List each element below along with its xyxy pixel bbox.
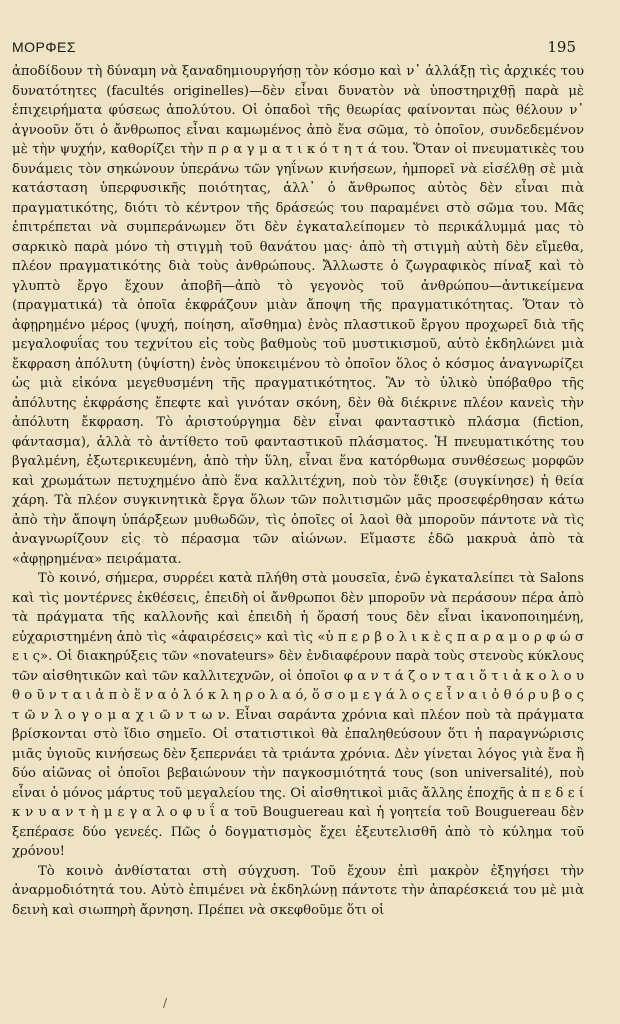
running-title: ΜΟΡΦΕΣ bbox=[12, 39, 77, 55]
paragraph-2: Τὸ κοινό, σήμερα, συρρέει κατὰ πλήθη στὰ μουσεῖα, ἐνῶ ἐγκαταλείπει τὰ Salons καὶ τὶς μοντέρνες ἐκθέσεις, ἐπειδὴ οἱ ἄνθρωποι δὲν μποροῦν νὰ περάσουν πέρα ἀπὸ τὰ πράγματα τῆς καλλονῆς καὶ ἐπειδὴ ἡ ὅρασή τους δὲν εἶναι ἱκανοποιημένη, εὐχαριστημένη ἀπὸ τὶς «ἀφαιρέσεις» καὶ τὶς «ὑ π ε ρ β ο λ ι κ ὲ ς π α ρ α μ ο ρ φ ώ σ ε ι ς». Οἱ διακηρύξεις τῶν «novateurs» δὲν ἐνδιαφέρουν παρὰ τοὺς στενοὺς κύκλους τῶν αἰσθητικῶν καὶ τῶν καλλιτεχνῶν, οἱ ὁποῖοι φ α ν τ ά ζ ο ν τ α ι ὅ τ ι ἀ κ ο λ ο υ θ ο ῦ ν τ α ι ἀ π ὸ ἕ ν α ὁ λ ό κ λ η ρ ο λ α ό, ὅ σ ο μ ε γ ά λ ο ς ε ἶ ν α ι ὁ θ ό ρ υ β ο ς τ ῶ ν λ ο γ ο μ α χ ι ῶ ν τ ω ν. Εἶναι σαράντα χρόνια καὶ πλέον ποὺ τὰ πράγματα βρίσκονται στὸ ἴδιο σημεῖο. Οἱ στατιστικοὶ θὰ ἐπαληθεύσουν ὅτι ἡ παραγνώρισις μιᾶς ὑγιοῦς κινήσεως δὲν ξεπερνάει τὰ τριάντα χρόνια. Δὲν γίνεται λόγος γιὰ ἕνα ἢ δύο αἰῶνας οἱ ὁποῖοι βεβαιώνουν τὴν παγκοσμιότητά τους (son universalité), ποὺ εἶναι ὁ μόνος μάρτυς τοῦ μεγαλείου της. Οἱ αἰσθητικοὶ μιᾶς ἄλλης ἐποχῆς ἀ π ε δ ε ί κ ν υ α ν τ ὴ μ ε γ α λ ο φ υ ΐ α τοῦ Bouguereau καὶ ἡ γοητεία τοῦ Bouguereau δὲν ξεπέρασε δύο γενεές. Πῶς ὁ δογματισμὸς ἔχει ἐξευτελισθῆ ἀπὸ τὸ κύλημα τοῦ χρόνου! bbox=[12, 571, 584, 859]
stray-pen-mark: / bbox=[163, 996, 168, 1010]
body-text bbox=[12, 62, 584, 920]
paragraph-3: Τὸ κοινὸ ἀνθίσταται στὴ σύγχυση. Τοῦ ἔχουν ἐπὶ μακρὸν ἐξηγήσει τὴν ἀναρμοδιότητά του. Αὐτὸ ἐπιμένει νὰ ἐκδηλώνῃ πάντοτε τὴν ἀπαρέσκειά του μὲ μιὰ δεινὴ καὶ σιωπηρὴ ἄρνηση. Πρέπει νὰ σκεφθοῦμε ὅτι οἱ bbox=[12, 863, 584, 918]
page-header bbox=[12, 38, 584, 56]
page-number: 195 bbox=[547, 38, 576, 56]
paragraph-1: ἀποδίδουν τὴ δύναμη νὰ ξαναδημιουργήσῃ τὸν κόσμο καὶ ν᾽ ἀλλάξῃ τὶς ἀρχικές του δυνατότητες (facultés originelles)—δὲν εἶναι δυνατὸν νὰ ὑποστηριχθῇ παρὰ μὲ ἐπιχειρήματα φύσεως ἀπολύτου. Οἱ ὀπαδοὶ τῆς θεωρίας φαίνονται πὼς θέλουν ν᾽ ἀγνοοῦν ὅτι ὁ ἄνθρωπος εἶναι καμωμένος ἀπὸ ἕνα σῶμα, τὸ ὁποῖον, συνδεδεμένον μὲ τὴν ψυχήν, καθορίζει τὴν π ρ α γ μ α τ ι κ ό τ η τ ά του. Ὅταν οἱ πνευματικὲς του δυνάμεις τὸν σηκώνουν ὑπεράνω τῶν γηΐνων κινήσεων, ἠμπορεῖ νὰ εἰσέλθῃ σὲ μιὰ κατάσταση ὑπερφυσικῆς ποιότητας, ἀλλ᾽ ὁ ἄνθρωπος αὐτὸς δὲν εἶναι πιὰ πραγματικότης, διότι τὸ κέντρον τῆς δράσεώς του παραμένει στὸ σῶμα του. Μᾶς ἐπιτρέπεται νὰ συμπεράνωμεν ὅτι δὲν ἐγκαταλείπομεν τὸ περικάλυμμά μας τὸ σαρκικὸ παρὰ μόνο τὴ στιγμὴ τοῦ θανάτου μας· ἀπὸ τὴ στιγμὴ αὐτὴ δὲν εἴμεθα, πλέον πραγματικότης διὰ τοὺς ἀνθρώπους. Ἄλλωστε ὁ ζωγραφικὸς πίναξ καὶ τὸ γλυπτὸ ἔργο ἔχουν ἀποβῆ—ἀπὸ τὸ γεγονὸς τοῦ ἀνθρώπου—ἀντικείμενα (πραγματικά) τὰ ὁποῖα ἐκφράζουν μιὰν ἄποψη τῆς πραγματικότητας. Ὅταν τὸ ἀφῃρημένο μέρος (ψυχή, ποίηση, αἴσθημα) ἑνὸς πλαστικοῦ ἔργου προχωρεῖ διὰ τῆς μεγαλοφυΐας του τεχνίτου εἰς τοὺς βαθμοὺς τοῦ μυστικισμοῦ, αὐτὸ ἐκδηλώνει μιὰ ἔκφραση ἀπόλυτη (ὑψίστη) ἑνὸς ὑποκειμένου τὸ ὁποῖον ὅλος ὁ κόσμος ἀναγνωρίζει ὡς μιὰ εἰκόνα μεγεθυσμένη τῆς πραγματικότητος. Ἂν τὸ ὑλικὸ ὑπόβαθρο τῆς ἀπόλυτης ἐκφράσης ἔπεφτε καὶ γινόταν σκόνη, δὲν θὰ διέκρινε πλέον κανεὶς τὴν ἀπόλυτη ἔκφραση. Τὸ ἀριστούργημα δὲν εἶναι φανταστικὸ πλάσμα (fiction, φάντασμα), ἀλλὰ τὸ ἀντίθετο τοῦ φανταστικοῦ πλάσματος. Ἡ πνευματικότης του βγαλμένη, ἐξωτερικευμένη, ἀπὸ τὴν ὕλη, εἶναι ἕνα κατόρθωμα συνθέσεως μορφῶν καὶ χρωμάτων πετυχημένο ἀπὸ ἕνα καλλιτέχνη, ποὺ τὸν ἔθιξε (συγκίνησε) ἡ θεία χάρη. Τὰ πλέον συγκινητικὰ ἔργα ὅλων τῶν πολιτισμῶν μᾶς προσεφέρθησαν κάτω ἀπὸ τὴν ἄποψη ὑπάρξεων μυθωδῶν, τὶς ὁποῖες οἱ λαοὶ θὰ μποροῦν πάντοτε νὰ τὶς ἀναγνωρίζουν εἰς τὸ πέρασμα τῶν αἰώνων. Εἴμαστε ἐδῶ μακρυὰ ἀπὸ τὰ «ἀφῃρημένα» πειράματα. bbox=[12, 64, 584, 567]
